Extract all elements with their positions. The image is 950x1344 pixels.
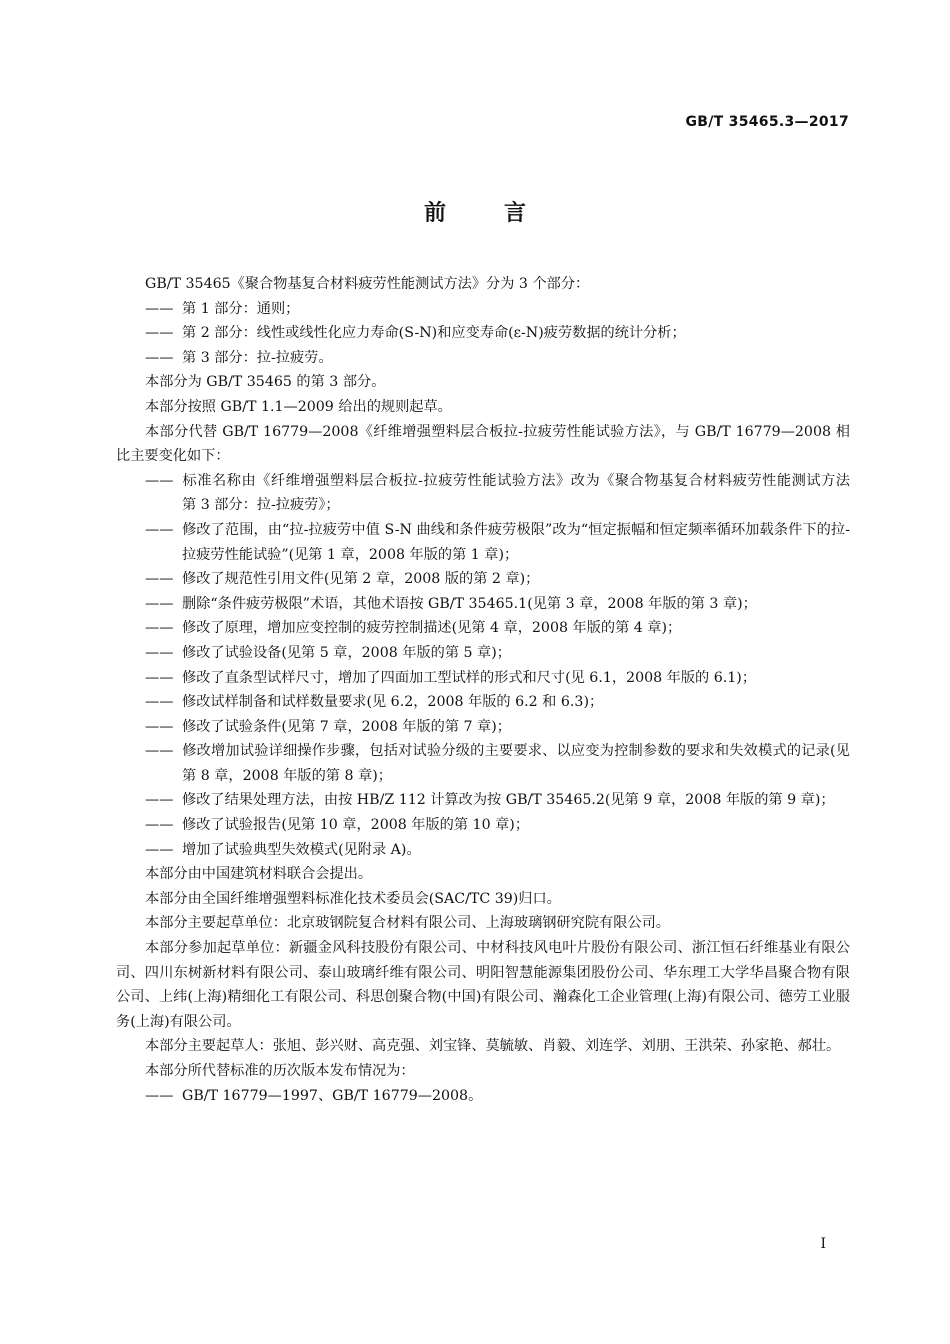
- part-list-item: —— 第 3 部分：拉-拉疲劳。: [145, 346, 850, 371]
- list-dash: ——: [145, 644, 174, 661]
- standard-number: GB/T 35465.3—2017: [685, 114, 849, 130]
- list-dash: ——: [145, 349, 174, 366]
- list-dash: ——: [145, 817, 174, 834]
- change-list-item: —— 删除“条件疲劳极限”术语，其他术语按 GB/T 35465.1(见第 3 章，2008 年版的第 3 章)；: [145, 592, 850, 617]
- change-list-item: —— 修改试样制备和试样数量要求(见 6.2，2008 年版的 6.2 和 6.3)；: [145, 690, 850, 715]
- list-dash: ——: [145, 571, 174, 588]
- document-body: [116, 272, 865, 1108]
- list-dash: ——: [145, 325, 174, 342]
- list-dash: ——: [145, 694, 174, 711]
- list-dash: ——: [145, 792, 174, 809]
- body-paragraph: 本部分参加起草单位：新疆金风科技股份有限公司、中材科技风电叶片股份有限公司、浙江恒石纤维基业有限公司、四川东树新材料有限公司、泰山玻璃纤维有限公司、明阳智慧能源集团股份公司、华东理工大学华昌聚合物有限公司、上纬(上海)精细化工有限公司、科思创聚合物(中国)有限公司、瀚森化工企业管理(上海)有限公司、德劳工业服务(上海)有限公司。: [116, 940, 850, 1030]
- body-paragraph: 本部分所代替标准的历次版本发布情况为：: [145, 1063, 415, 1079]
- body-paragraph: 本部分为 GB/T 35465 的第 3 部分。: [145, 374, 386, 391]
- history-list-item: —— GB/T 16779—1997、GB/T 16779—2008。: [145, 1084, 850, 1109]
- body-paragraph: 本部分主要起草人：张旭、彭兴财、高克强、刘宝锋、莫毓敏、肖毅、刘连学、刘朋、王洪荣、孙家艳、郝壮。: [145, 1038, 841, 1055]
- intro-paragraph: GB/T 35465《聚合物基复合材料疲劳性能测试方法》分为 3 个部分：: [145, 276, 590, 292]
- list-dash: ——: [145, 743, 174, 760]
- list-dash: ——: [145, 669, 174, 686]
- change-list-item: —— 修改了结果处理方法，由按 HB/Z 112 计算改为按 GB/T 35465.2(见第 9 章，2008 年版的第 9 章)；: [145, 788, 850, 813]
- list-dash: ——: [145, 1087, 174, 1104]
- change-list-item: —— 修改了试验条件(见第 7 章，2008 年版的第 7 章)；: [145, 715, 850, 740]
- page-number: Ⅰ: [820, 1236, 826, 1252]
- list-dash: ——: [145, 300, 174, 317]
- part-list-item: —— 第 1 部分：通则；: [145, 297, 850, 322]
- body-paragraph: 本部分主要起草单位：北京玻钢院复合材料有限公司、上海玻璃钢研究院有限公司。: [145, 915, 670, 932]
- list-dash: ——: [145, 841, 174, 858]
- change-list-item: —— 修改了规范性引用文件(见第 2 章，2008 版的第 2 章)；: [145, 567, 850, 592]
- change-list-item: —— 增加了试验典型失效模式(见附录 A)。: [145, 838, 850, 863]
- list-dash: ——: [145, 718, 174, 735]
- list-dash: ——: [145, 472, 174, 489]
- change-list-item: —— 修改了直条型试样尺寸，增加了四面加工型试样的形式和尺寸(见 6.1，2008 年版的 6.1)；: [145, 666, 850, 691]
- change-list-item: —— 修改增加试验详细操作步骤，包括对试验分级的主要要求、以应变为控制参数的要求和失效模式的记录(见第 8 章，2008 年版的第 8 章)；: [145, 739, 850, 788]
- body-paragraph: 本部分由全国纤维增强塑料标准化技术委员会(SAC/TC 39)归口。: [145, 890, 561, 907]
- change-list-item: —— 修改了试验设备(见第 5 章，2008 年版的第 5 章)；: [145, 641, 850, 666]
- page-title: 前言: [423, 201, 584, 226]
- list-dash: ——: [145, 521, 174, 538]
- change-list-item: —— 修改了试验报告(见第 10 章，2008 年版的第 10 章)；: [145, 813, 850, 838]
- list-dash: ——: [145, 595, 174, 612]
- change-list-item: —— 修改了范围，由“拉-拉疲劳中值 S-N 曲线和条件疲劳极限”改为“恒定振幅和恒定频率循环加载条件下的拉-拉疲劳性能试验”(见第 1 章，2008 年版的第 1 章)；: [145, 518, 850, 567]
- list-dash: ——: [145, 620, 174, 637]
- body-paragraph: 本部分代替 GB/T 16779—2008《纤维增强塑料层合板拉-拉疲劳性能试验方法》，与 GB/T 16779—2008 相比主要变化如下：: [116, 423, 850, 465]
- change-list-item: —— 标准名称由《纤维增强塑料层合板拉-拉疲劳性能试验方法》改为《聚合物基复合材料疲劳性能测试方法 第 3 部分：拉-拉疲劳》；: [145, 469, 850, 518]
- change-list-item: —— 修改了原理，增加应变控制的疲劳控制描述(见第 4 章，2008 年版的第 4 章)；: [145, 616, 850, 641]
- part-list-item: —— 第 2 部分：线性或线性化应力寿命(S-N)和应变寿命(ε-N)疲劳数据的统计分析；: [145, 321, 850, 346]
- body-paragraph: 本部分由中国建筑材料联合会提出。: [145, 866, 373, 883]
- body-paragraph: 本部分按照 GB/T 1.1—2009 给出的规则起草。: [145, 398, 452, 415]
